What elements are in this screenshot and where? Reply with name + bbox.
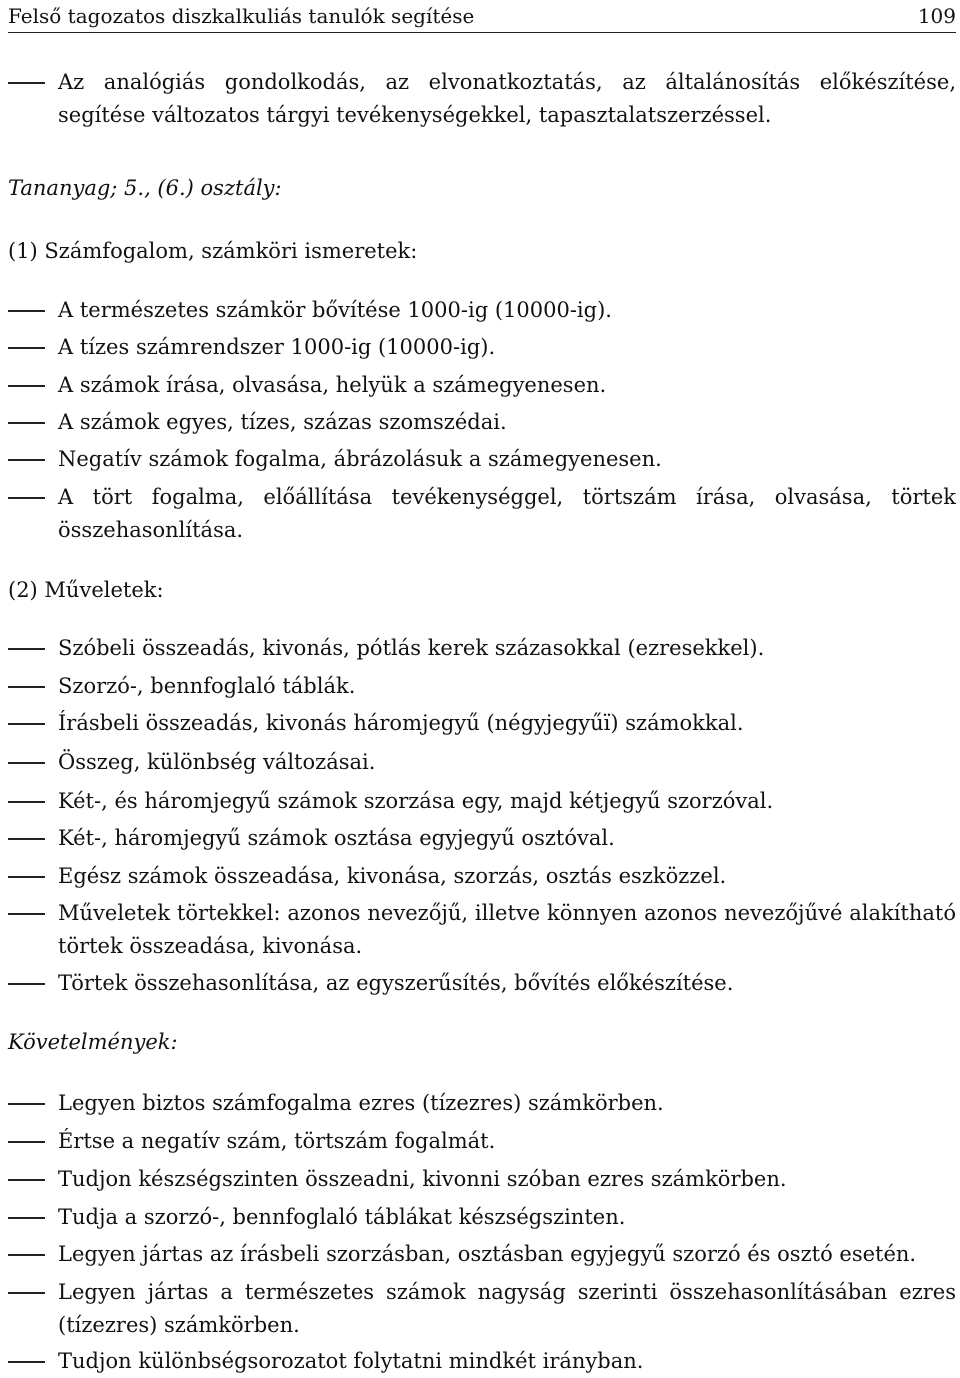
list-item-text: A természetes számkör bővítése 1000-ig (10000-ig). <box>58 298 612 322</box>
em-dash-bullet <box>8 1254 45 1256</box>
section2-heading: (2) Műveletek: <box>8 578 164 602</box>
list-item-text: Műveletek törtekkel: azonos nevezőjű, illetve könnyen azonos nevezőjűvé alakítható törtek összeadása, kivonása. <box>58 901 956 958</box>
list-item <box>8 406 956 439</box>
em-dash-bullet <box>8 82 45 84</box>
list-item <box>8 1238 956 1271</box>
list-item <box>8 481 956 547</box>
list-item <box>8 785 956 818</box>
em-dash-bullet <box>8 1361 45 1363</box>
list-item-text: Összeg, különbség változásai. <box>58 750 376 774</box>
em-dash-bullet <box>8 1292 45 1294</box>
list-item-text: Egész számok összeadása, kivonása, szorzás, osztás eszközzel. <box>58 864 727 888</box>
list-item-text: Szorzó-, bennfoglaló táblák. <box>58 674 356 698</box>
em-dash-bullet <box>8 1217 45 1219</box>
em-dash-bullet <box>8 762 45 764</box>
em-dash-bullet <box>8 1179 45 1181</box>
requirements-heading: Követelmények: <box>8 1030 178 1054</box>
em-dash-bullet <box>8 459 45 461</box>
list-item <box>8 1201 956 1234</box>
list-item-text: Értse a negatív szám, törtszám fogalmát. <box>58 1129 496 1153</box>
list-item-text: Tudjon különbségsorozatot folytatni mindkét irányban. <box>58 1349 644 1373</box>
list-item <box>8 331 956 364</box>
em-dash-bullet <box>8 686 45 688</box>
em-dash-bullet <box>8 876 45 878</box>
em-dash-bullet <box>8 648 45 650</box>
em-dash-bullet <box>8 1103 45 1105</box>
list-item-text: A tízes számrendszer 1000-ig (10000-ig). <box>58 335 496 359</box>
em-dash-bullet <box>8 310 45 312</box>
list-item-text: Tudjon készségszinten összeadni, kivonni szóban ezres számkörben. <box>58 1167 787 1191</box>
list-item <box>8 746 956 779</box>
header-title: Felső tagozatos diszkalkuliás tanulók segítése <box>8 4 475 28</box>
list-item <box>8 1345 956 1378</box>
list-item <box>8 897 956 963</box>
list-item-text: Tudja a szorzó-, bennfoglaló táblákat készségszinten. <box>58 1205 626 1229</box>
running-header <box>8 2 956 33</box>
list-item-intro <box>8 66 956 132</box>
page-number: 109 <box>917 4 956 28</box>
list-item <box>8 443 956 476</box>
list-item-text: Törtek összehasonlítása, az egyszerűsítés, bővítés előkészítése. <box>58 971 734 995</box>
list-item <box>8 294 956 327</box>
list-item <box>8 1163 956 1196</box>
list-item-text: Szóbeli összeadás, kivonás, pótlás kerek százasokkal (ezresekkel). <box>58 636 765 660</box>
em-dash-bullet <box>8 385 45 387</box>
list-item <box>8 822 956 855</box>
em-dash-bullet <box>8 983 45 985</box>
curriculum-heading: Tananyag; 5., (6.) osztály: <box>8 176 282 200</box>
list-item-text: Az analógiás gondolkodás, az elvonatkoztatás, az általánosítás előkészítése, segítése változatos tárgyi tevékenységekkel, tapasztalatszerzéssel. <box>58 70 956 127</box>
em-dash-bullet <box>8 422 45 424</box>
section1-heading: (1) Számfogalom, számköri ismeretek: <box>8 239 418 263</box>
list-item <box>8 1276 956 1342</box>
em-dash-bullet <box>8 1141 45 1143</box>
em-dash-bullet <box>8 913 45 915</box>
list-item-text: A számok írása, olvasása, helyük a számegyenesen. <box>58 373 607 397</box>
em-dash-bullet <box>8 347 45 349</box>
list-item-text: A számok egyes, tízes, százas szomszédai. <box>58 410 507 434</box>
list-item-text: A tört fogalma, előállítása tevékenységgel, törtszám írása, olvasása, törtek összehasonlítása. <box>58 485 956 542</box>
list-item-text: Negatív számok fogalma, ábrázolásuk a számegyenesen. <box>58 447 662 471</box>
list-item <box>8 632 956 665</box>
list-item-text: Legyen jártas a természetes számok nagyság szerinti összehasonlításában ezres (tízezres) számkörben. <box>58 1280 956 1337</box>
list-item-text: Legyen jártas az írásbeli szorzásban, osztásban egyjegyű szorzó és osztó esetén. <box>58 1242 917 1266</box>
list-item <box>8 860 956 893</box>
list-item <box>8 967 956 1000</box>
list-item <box>8 369 956 402</box>
list-item-text: Legyen biztos számfogalma ezres (tízezres) számkörben. <box>58 1091 664 1115</box>
list-item-text: Két-, háromjegyű számok osztása egyjegyű osztóval. <box>58 826 615 850</box>
em-dash-bullet <box>8 801 45 803</box>
list-item <box>8 707 956 740</box>
em-dash-bullet <box>8 838 45 840</box>
list-item-text: Két-, és háromjegyű számok szorzása egy, majd kétjegyű szorzóval. <box>58 789 774 813</box>
em-dash-bullet <box>8 497 45 499</box>
em-dash-bullet <box>8 723 45 725</box>
list-item-text: Írásbeli összeadás, kivonás háromjegyű (négyjegyűï) számokkal. <box>58 711 744 735</box>
list-item <box>8 1125 956 1158</box>
list-item <box>8 1087 956 1120</box>
list-item <box>8 670 956 703</box>
